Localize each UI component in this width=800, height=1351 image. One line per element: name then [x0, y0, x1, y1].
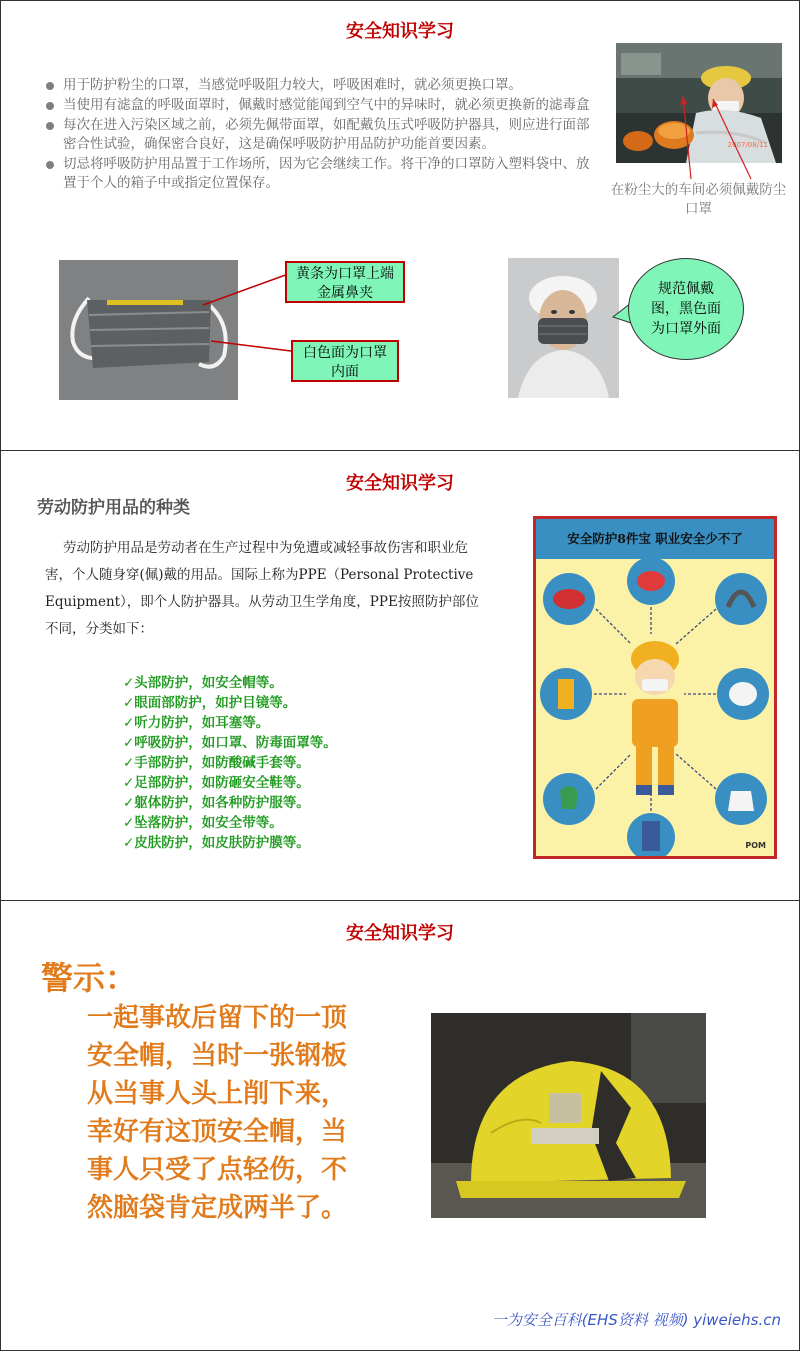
photo-caption: 在粉尘大的车间必须佩戴防尘口罩 — [610, 182, 787, 217]
bullet-list — [45, 76, 593, 194]
ppe-category-item: ✓手部防护，如防酸碱手套等。 — [123, 755, 310, 771]
speech-bubble: 规范佩戴图，黑色面为口罩外面 — [628, 258, 744, 360]
poster-logo: POM — [745, 841, 766, 850]
warning-label: 警示： — [41, 959, 138, 997]
ppe-category-list — [123, 673, 337, 853]
slide-respirator — [0, 0, 800, 451]
slide-ppe-types — [0, 450, 800, 901]
pointer-arrows — [601, 81, 800, 191]
warning-text: 一起事故后留下的一顶安全帽，当时一张钢板从当事人头上削下来，幸好有这顶安全帽，当事人只受了点轻伤，不然脑袋肯定成两半了。 — [87, 1003, 348, 1223]
section-subtitle: 劳动防护用品的种类 — [37, 498, 190, 518]
ppe-category-item: ✓头部防护，如安全帽等。 — [123, 675, 283, 691]
ppe-category-item: ✓躯体防护，如各种防护服等。 — [123, 795, 310, 811]
ppe-poster — [533, 516, 777, 859]
bullet-item: 切忌将呼吸防护用品置于工作场所，因为它会继续工作。将干净的口罩防入塑料袋中、放置于个人的箱子中或指定位置保存。 — [45, 155, 593, 193]
bullet-item: 用于防护粉尘的口罩，当感觉呼吸阻力较大，呼吸困难时，就必须更换口罩。 — [45, 76, 593, 95]
wearing-mask-photo — [508, 258, 619, 398]
footer-watermark: 一为安全百科(EHS资料 视频) yiweiehs.cn — [491, 1311, 781, 1329]
ppe-category-item: ✓足部防护，如防砸安全鞋等。 — [123, 775, 310, 791]
ppe-category-item: ✓听力防护，如耳塞等。 — [123, 715, 270, 731]
bullet-item: 当使用有滤盒的呼吸面罩时，佩戴时感觉能闻到空气中的异味时，就必须更换新的滤毒盒 — [45, 96, 593, 115]
slide-title: 安全知识学习 — [346, 473, 454, 494]
slide-title: 安全知识学习 — [346, 21, 454, 42]
ppe-category-item: ✓皮肤防护，如皮肤防护膜等。 — [123, 835, 310, 851]
ppe-category-item: ✓坠落防护，如安全带等。 — [123, 815, 283, 831]
photo-timestamp: 2007/08/11 — [727, 141, 768, 149]
poster-title: 安全防护8件宝 职业安全少不了 — [536, 519, 774, 559]
ppe-category-item: ✓呼吸防护，如口罩、防毒面罩等。 — [123, 735, 337, 751]
damaged-helmet-photo — [431, 1013, 706, 1218]
ppe-description: 劳动防护用品是劳动者在生产过程中为免遭或减轻事故伤害和职业危害，个人随身穿(佩)戴的用品。国际上称为PPE（Personal Protective Equipment），即个人防护器具。从劳动卫生学角度，PPE按照防护部位不同，分类如下： — [45, 540, 479, 637]
callout-nose-clip: 黄条为口罩上端金属鼻夹 — [285, 261, 405, 303]
ppe-category-item: ✓眼面部防护，如护目镜等。 — [123, 695, 297, 711]
slide-warning — [0, 900, 800, 1351]
callout-inner-side: 白色面为口罩内面 — [291, 340, 399, 382]
bullet-item: 每次在进入污染区域之前，必须先佩带面罩，如配戴负压式呼吸防护器具，则应进行面部密合性试验，确保密合良好，这是确保呼吸防护用品防护功能首要因素。 — [45, 116, 593, 154]
slide-title: 安全知识学习 — [346, 923, 454, 944]
